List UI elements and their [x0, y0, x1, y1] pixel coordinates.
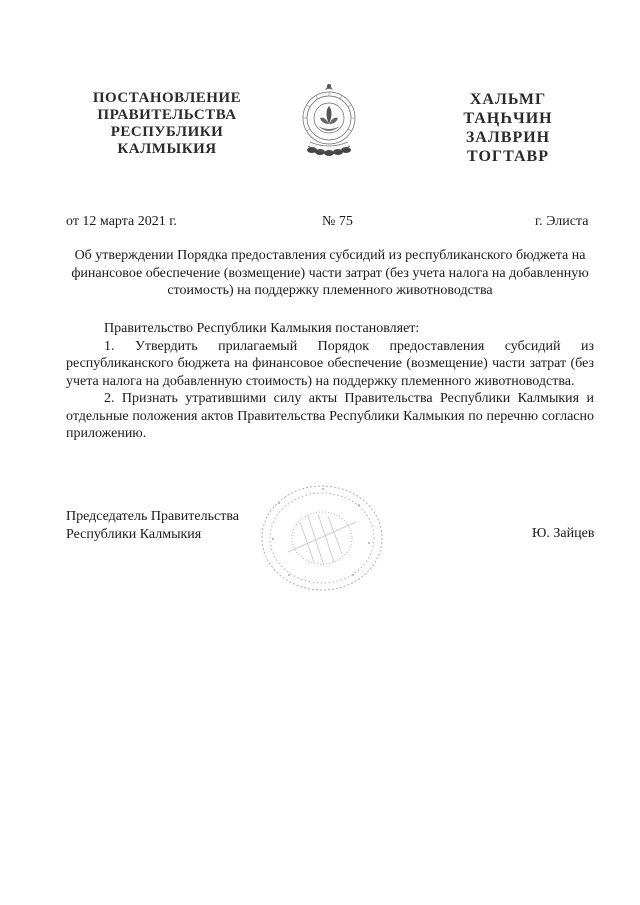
header-left-line: КАЛМЫКИЯ [117, 141, 217, 157]
kalmykia-coat-of-arms-icon [298, 80, 360, 162]
header-left-line: ПОСТАНОВЛЕНИЕ [92, 90, 242, 106]
signatory-position [66, 508, 239, 543]
signatory-position-line: Республики Калмыкия [66, 526, 202, 542]
official-seal-stamp-icon [258, 482, 386, 594]
signatory-name: Ю. Зайцев [532, 526, 595, 541]
header-left-title [82, 90, 252, 158]
document-number: № 75 [322, 214, 353, 229]
header-left-line: РЕСПУБЛИКИ [110, 124, 224, 140]
header-right-line: ТОГТАВР [467, 148, 549, 165]
header-right-title [448, 90, 568, 166]
document-date: от 12 марта 2021 г. [66, 214, 177, 229]
signatory-position-line: Председатель Правительства [66, 509, 239, 524]
header-right-line: ЗАЛВРИН [465, 129, 551, 146]
body-item-1: 1. Утвердить прилагаемый Порядок предоставления субсидий из республиканского бюджета на финансовое обеспечение (возмещение) части затрат (без учета налога на добавленную стоимость) на поддержку племенного животноводства. [66, 338, 594, 389]
header-right-line: ТАҢҺЧИН [463, 110, 553, 127]
header-right-line: ХАЛЬМГ [469, 91, 547, 108]
body-preamble: Правительство Республики Калмыкия постановляет: [104, 321, 420, 336]
document-title: Об утверждении Порядка предоставления субсидий из республиканского бюджета на финансовое обеспечение (возмещение) части затрат (без учета налога на добавленную стоимость) на поддержку племенного животноводства [71, 248, 589, 298]
body-item-2: 2. Признать утратившими силу акты Правительства Республики Калмыкия и отдельные положения актов Правительства Республики Калмыкия по перечню согласно приложению. [66, 391, 594, 441]
document-city: г. Элиста [535, 214, 589, 229]
document-body [66, 320, 594, 443]
header-left-line: ПРАВИТЕЛЬСТВА [97, 107, 237, 123]
